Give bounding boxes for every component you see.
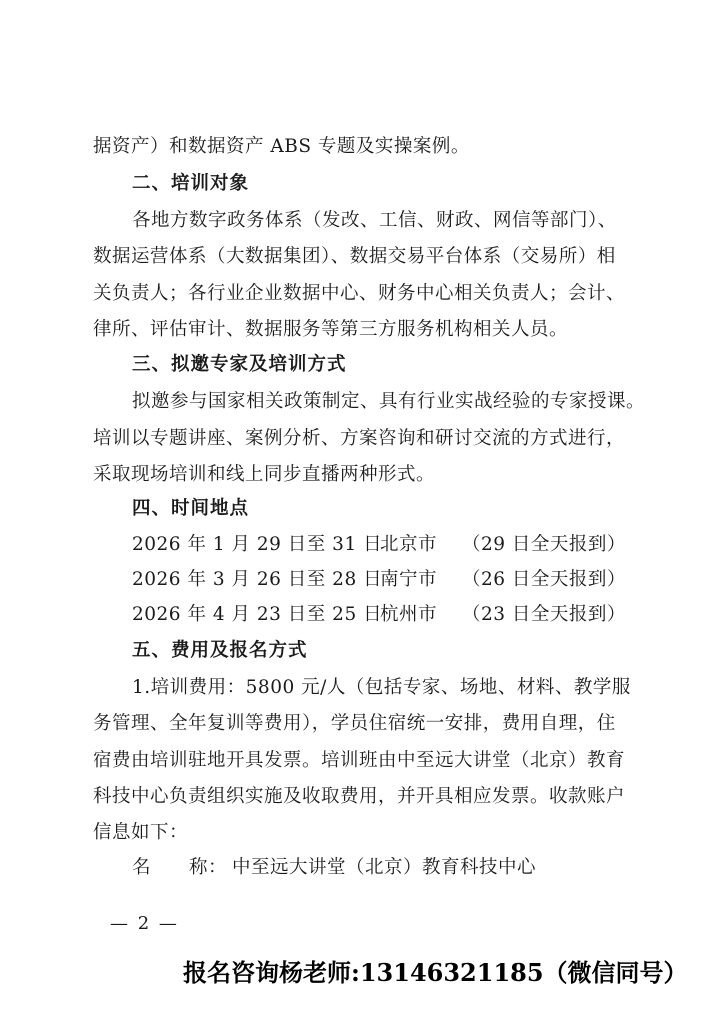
paragraph-continuation: 据资产）和数据资产 ABS 专题及实操案例。 <box>93 136 470 157</box>
schedule-note: （29 日全天报到） <box>462 534 626 555</box>
paragraph-line: 拟邀参与国家相关政策制定、具有行业实战经验的专家授课。 <box>132 391 646 412</box>
account-name-label: 名 称： <box>132 857 228 878</box>
schedule-note: （23 日全天报到） <box>462 604 626 625</box>
paragraph-line: 1.培训费用：5800 元/人（包括专家、场地、材料、教学服 <box>132 677 631 698</box>
account-name-value: 中至远大讲堂（北京）教育科技中心 <box>232 857 537 878</box>
schedule-date: 2026 年 4 月 23 日至 25 日 <box>132 604 383 625</box>
paragraph-line: 信息如下： <box>93 822 189 843</box>
paragraph-line: 律所、评估审计、数据服务等第三方服务机构相关人员。 <box>93 319 569 340</box>
contact-banner: 报名咨询杨老师:13146321185（微信同号） <box>183 958 688 987</box>
schedule-note: （26 日全天报到） <box>462 569 626 590</box>
paragraph-line: 数据运营体系（大数据集团）、数据交易平台体系（交易所）相 <box>93 246 616 267</box>
paragraph-line: 务管理、全年复训等费用），学员住宿统一安排，费用自理，住 <box>93 713 616 734</box>
schedule-date: 2026 年 3 月 26 日至 28 日 <box>132 569 383 590</box>
schedule-city: 北京市 <box>380 534 438 555</box>
paragraph-line: 采取现场培训和线上同步直播两种形式。 <box>93 464 436 485</box>
schedule-city: 杭州市 <box>380 604 438 625</box>
section-heading-training-targets: 二、培训对象 <box>132 173 250 194</box>
section-heading-fees-and-registration: 五、费用及报名方式 <box>132 640 308 661</box>
paragraph-line: 培训以专题讲座、案例分析、方案咨询和研讨交流的方式进行， <box>93 428 626 449</box>
paragraph-line: 科技中心负责组织实施及收取费用，并开具相应发票。收款账户 <box>93 786 626 807</box>
paragraph-line: 关负责人；各行业企业数据中心、财务中心相关负责人；会计、 <box>93 283 626 304</box>
paragraph-line: 宿费由培训驻地开具发票。培训班由中至远大讲堂（北京）教育 <box>93 750 626 771</box>
section-heading-time-and-place: 四、时间地点 <box>132 498 250 519</box>
page-number: — 2 — <box>110 913 179 934</box>
schedule-date: 2026 年 1 月 29 日至 31 日 <box>132 534 383 555</box>
section-heading-experts-and-method: 三、拟邀专家及培训方式 <box>132 354 347 375</box>
paragraph-line: 各地方数字政务体系（发改、工信、财政、网信等部门）、 <box>132 210 617 231</box>
schedule-city: 南宁市 <box>380 569 438 590</box>
